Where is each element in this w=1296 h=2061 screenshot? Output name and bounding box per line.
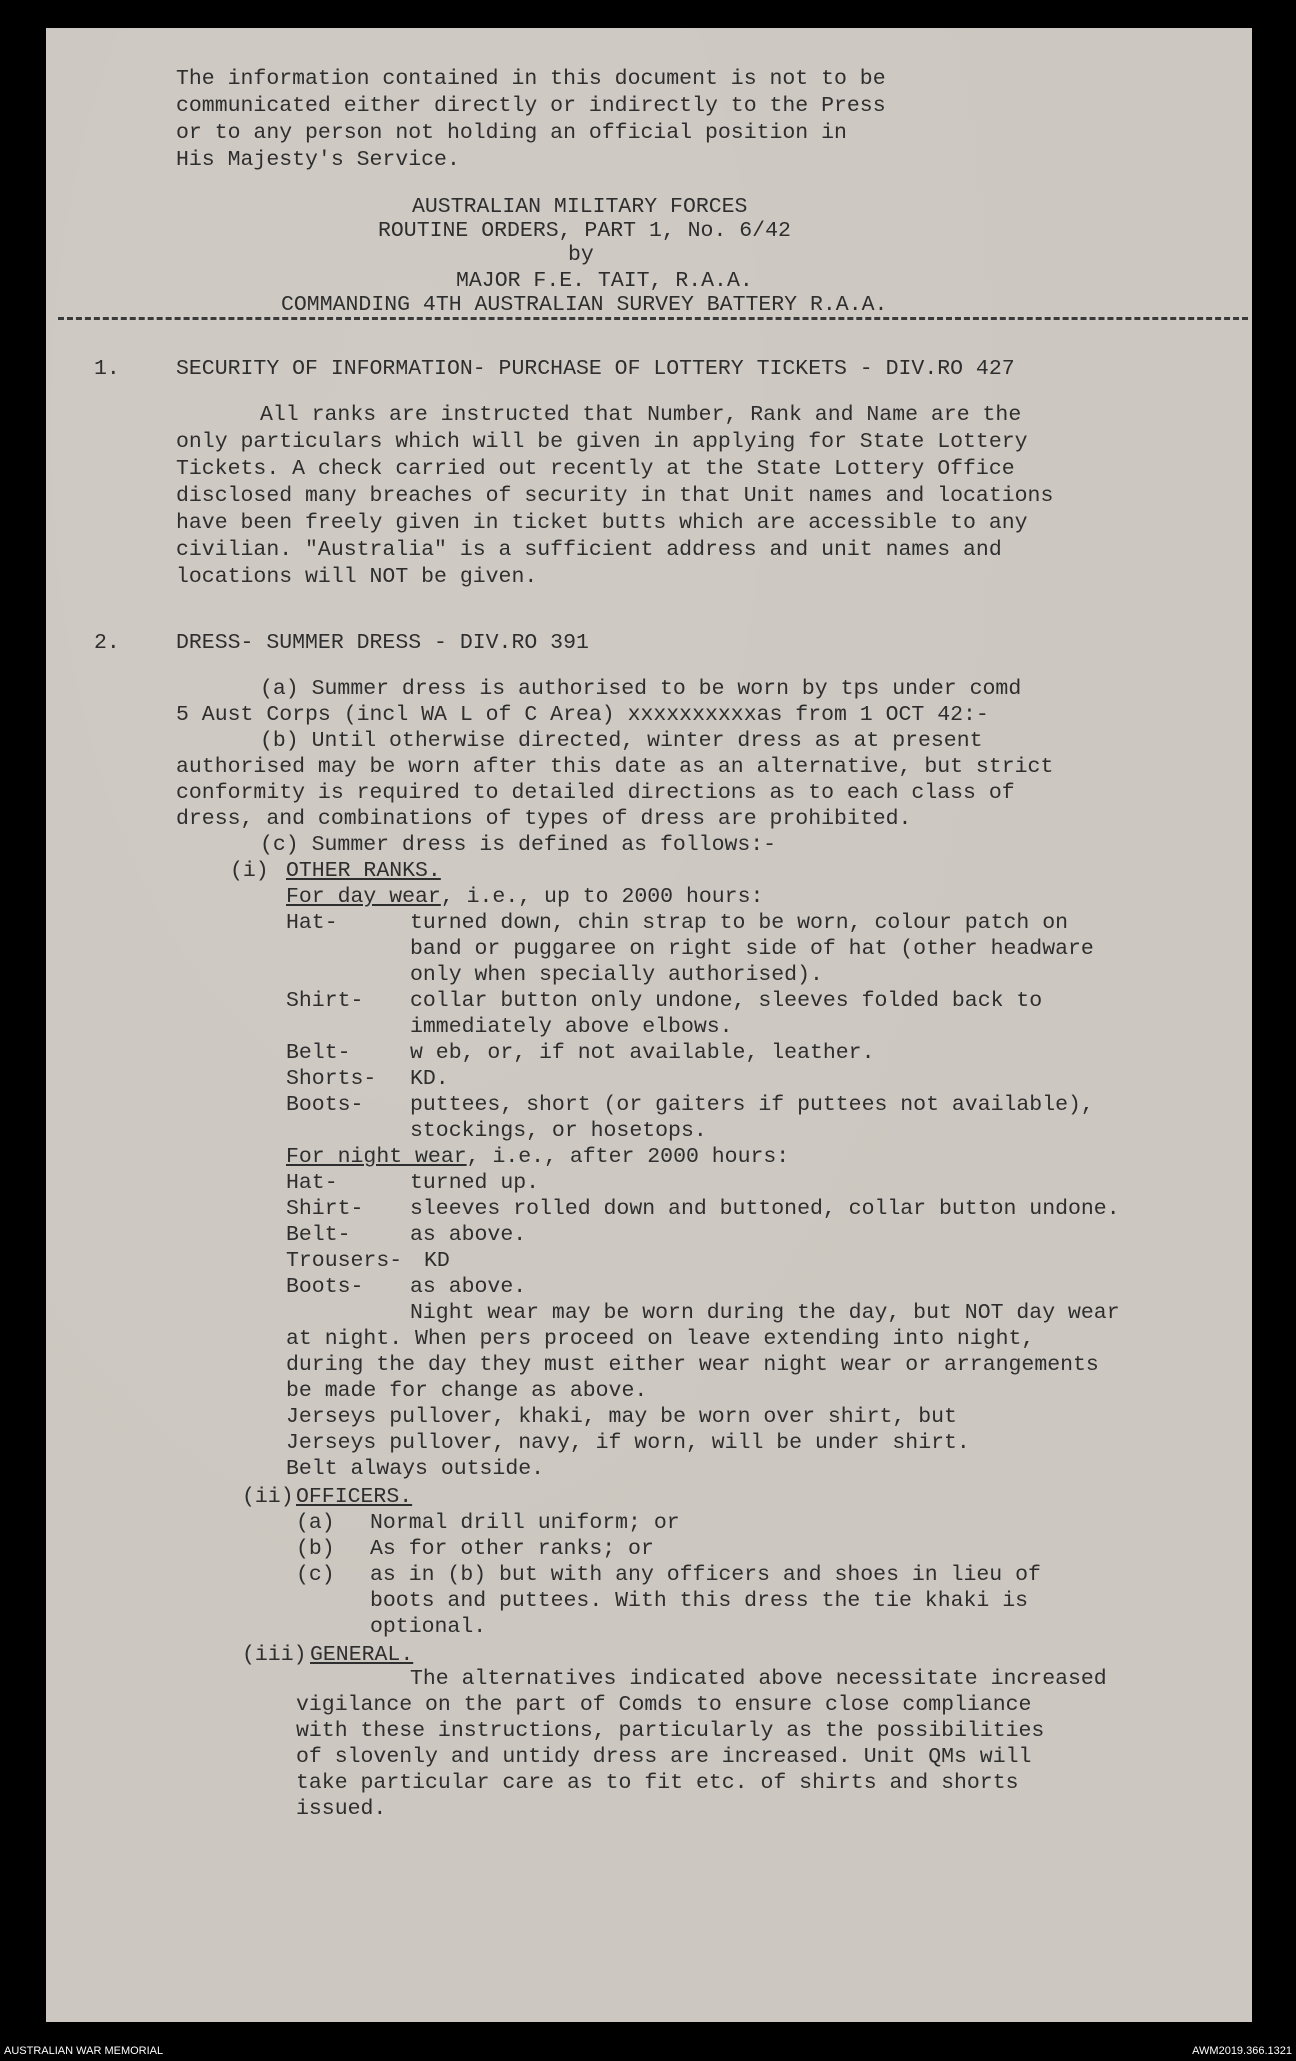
item-text: as above.	[410, 1223, 527, 1247]
sub-heading: OFFICERS.	[296, 1485, 413, 1509]
item-text: optional.	[370, 1615, 487, 1639]
item-text: immediately above elbows.	[410, 1015, 733, 1039]
item-text: as in (b) but with any officers and shoes in lieu of	[370, 1563, 1041, 1587]
title-line: by	[568, 243, 594, 267]
sub-heading: OTHER RANKS.	[286, 859, 441, 883]
item-text: KD	[424, 1249, 450, 1273]
note-line: Night wear may be worn during the day, but NOT day wear	[410, 1301, 1120, 1325]
item-text: stockings, or hosetops.	[410, 1119, 707, 1143]
footer-accession-number: AWM2019.366.1321	[1192, 2045, 1292, 2057]
paragraph-line: disclosed many breaches of security in that Unit names and locations	[176, 484, 1054, 508]
note-line: Jerseys pullover, khaki, may be worn over shirt, but	[286, 1405, 957, 1429]
paragraph-line: (a) Summer dress is authorised to be worn by tps under comd	[260, 677, 1022, 701]
item-text: puttees, short (or gaiters if puttees not available),	[410, 1093, 1094, 1117]
item-label: Hat-	[286, 911, 338, 935]
item-label: Belt-	[286, 1041, 351, 1065]
title-line: MAJOR F.E. TAIT, R.A.A.	[456, 269, 753, 293]
item-text: boots and puttees. With this dress the tie khaki is	[370, 1589, 1029, 1613]
note-line: during the day they must either wear night wear or arrangements	[286, 1353, 1099, 1377]
item-label: (c)	[296, 1563, 335, 1587]
sub-number: (iii)	[242, 1643, 307, 1667]
paragraph-line: of slovenly and untidy dress are increased. Unit QMs will	[296, 1745, 1032, 1769]
note-line: Jerseys pullover, navy, if worn, will be under shirt.	[286, 1431, 970, 1455]
paragraph-line: take particular care as to fit etc. of shirts and shorts	[296, 1771, 1019, 1795]
item-text: as above.	[410, 1275, 527, 1299]
item-text: KD.	[410, 1067, 449, 1091]
item-label: (b)	[296, 1537, 335, 1561]
item-label: Boots-	[286, 1093, 364, 1117]
notice-line: or to any person not holding an official position in	[176, 121, 847, 145]
paragraph-line: All ranks are instructed that Number, Rank and Name are the	[260, 403, 1022, 427]
day-wear-heading: For day wear, i.e., up to 2000 hours:	[286, 885, 764, 909]
title-line: AUSTRALIAN MILITARY FORCES	[412, 195, 748, 219]
paragraph-line: (c) Summer dress is defined as follows:-	[260, 833, 777, 857]
paragraph-line: conformity is required to detailed directions as to each class of	[176, 781, 1015, 805]
paragraph-line: locations will NOT be given.	[176, 565, 538, 589]
section-heading: DRESS- SUMMER DRESS - DIV.RO 391	[176, 631, 589, 655]
note-line: Belt always outside.	[286, 1457, 545, 1481]
night-wear-heading: For night wear, i.e., after 2000 hours:	[286, 1145, 790, 1169]
section-heading: SECURITY OF INFORMATION- PURCHASE OF LOTTERY TICKETS - DIV.RO 427	[176, 357, 1015, 381]
paragraph-line: authorised may be worn after this date as an alternative, but strict	[176, 755, 1054, 779]
item-text: sleeves rolled down and buttoned, collar button undone.	[410, 1197, 1120, 1221]
paragraph-line: vigilance on the part of Comds to ensure close compliance	[296, 1693, 1032, 1717]
section-number: 2.	[94, 631, 120, 655]
paragraph-line: with these instructions, particularly as the possibilities	[296, 1719, 1045, 1743]
paragraph-line: 5 Aust Corps (incl WA L of C Area) xxxxxxxxxxas from 1 OCT 42:-	[176, 703, 989, 727]
item-label: Shirt-	[286, 1197, 364, 1221]
item-label: Shirt-	[286, 989, 364, 1013]
note-line: be made for change as above.	[286, 1379, 648, 1403]
paragraph-line: The alternatives indicated above necessitate increased	[410, 1667, 1107, 1691]
title-line: ROUTINE ORDERS, PART 1, No. 6/42	[378, 219, 791, 243]
paragraph-line: only particulars which will be given in applying for State Lottery	[176, 430, 1028, 454]
item-text: turned up.	[410, 1171, 540, 1195]
sub-number: (ii)	[242, 1485, 294, 1509]
item-label: (a)	[296, 1511, 335, 1535]
footer-bar	[0, 2043, 1296, 2061]
notice-line: His Majesty's Service.	[176, 148, 460, 172]
item-text: collar button only undone, sleeves folded back to	[410, 989, 1043, 1013]
item-label: Hat-	[286, 1171, 338, 1195]
sub-heading: GENERAL.	[310, 1643, 414, 1667]
item-text: As for other ranks; or	[370, 1537, 654, 1561]
sub-number: (i)	[230, 859, 269, 883]
paragraph-line: issued.	[296, 1797, 387, 1821]
item-text: band or puggaree on right side of hat (other headware	[410, 937, 1094, 961]
paragraph-line: dress, and combinations of types of dress are prohibited.	[176, 807, 912, 831]
title-line: COMMANDING 4TH AUSTRALIAN SURVEY BATTERY R.A.A.	[281, 293, 888, 317]
item-text: only when specially authorised).	[410, 963, 823, 987]
notice-line: The information contained in this document is not to be	[176, 67, 886, 91]
header-rule	[58, 317, 1248, 320]
item-text: Normal drill uniform; or	[370, 1511, 680, 1535]
paragraph-line: have been freely given in ticket butts which are accessible to any	[176, 511, 1028, 535]
item-label: Boots-	[286, 1275, 364, 1299]
section-number: 1.	[94, 357, 120, 381]
item-label: Belt-	[286, 1223, 351, 1247]
note-line: at night. When pers proceed on leave extending into night,	[286, 1327, 1035, 1351]
item-label: Shorts-	[286, 1067, 377, 1091]
paragraph-line: civilian. "Australia" is a sufficient address and unit names and	[176, 538, 1002, 562]
paragraph-line: Tickets. A check carried out recently at the State Lottery Office	[176, 457, 1015, 481]
footer-credit: AUSTRALIAN WAR MEMORIAL	[4, 2045, 164, 2057]
notice-line: communicated either directly or indirectly to the Press	[176, 94, 886, 118]
item-label: Trousers-	[286, 1249, 403, 1273]
paragraph-line: (b) Until otherwise directed, winter dress as at present	[260, 729, 983, 753]
item-text: turned down, chin strap to be worn, colour patch on	[410, 911, 1069, 935]
item-text: w eb, or, if not available, leather.	[410, 1041, 875, 1065]
